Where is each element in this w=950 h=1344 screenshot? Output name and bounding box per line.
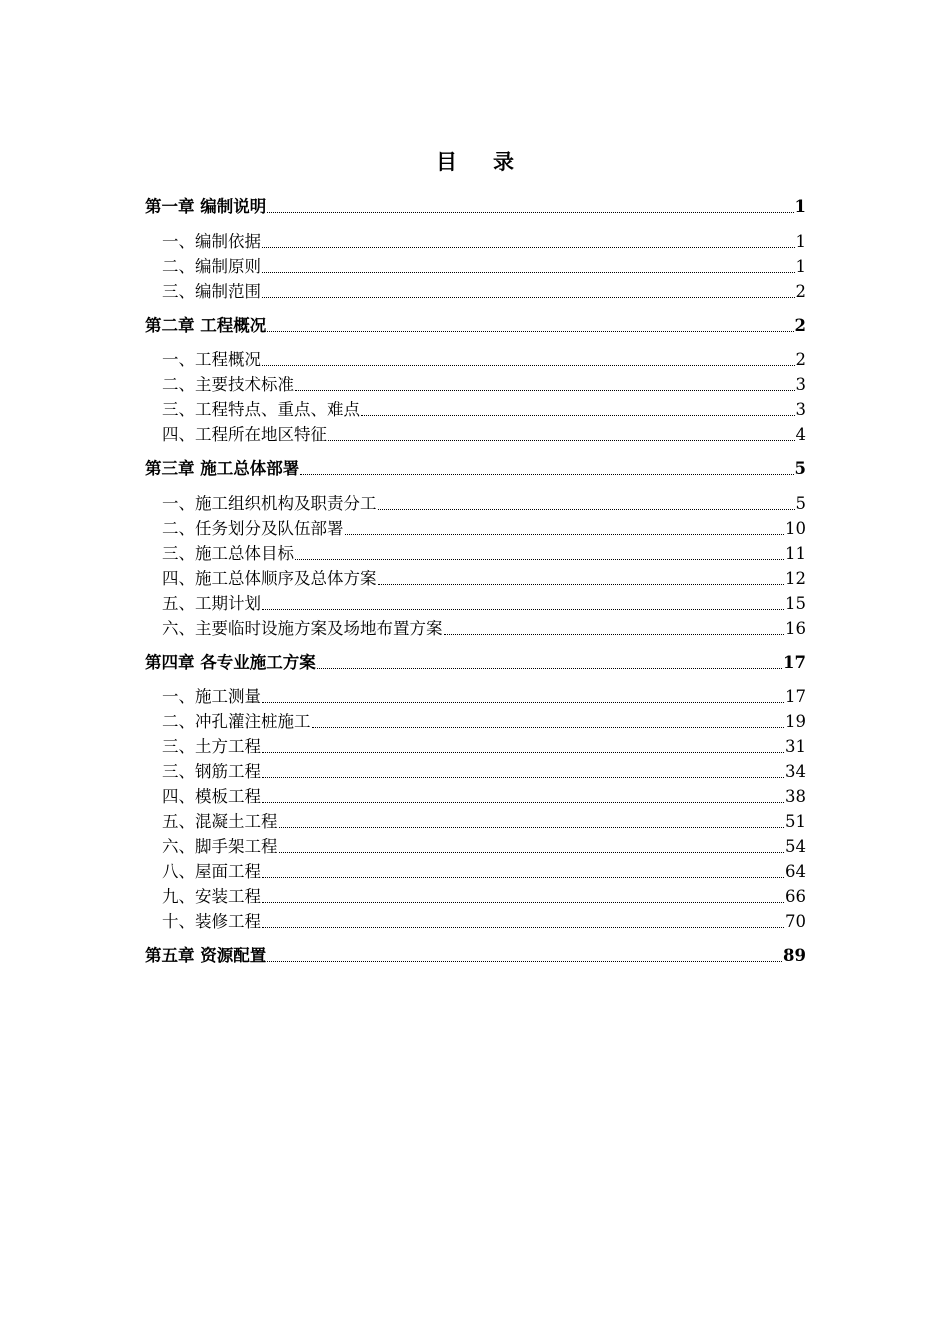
toc-section-entry[interactable]: [145, 686, 806, 708]
toc-entry-label: 三、工程特点、重点、难点: [162, 400, 360, 419]
toc-page-number: 2: [794, 316, 806, 335]
toc-dot-leader: [262, 902, 784, 903]
toc-dot-leader: [361, 415, 795, 416]
toc-dot-leader: [295, 559, 784, 560]
toc-page-number: 38: [785, 787, 806, 806]
toc-entry-label: 九、安装工程: [162, 887, 261, 906]
toc-dot-leader: [262, 297, 795, 298]
toc-entry-label: 三、钢筋工程: [162, 762, 261, 781]
toc-dot-leader: [262, 609, 784, 610]
toc-dot-leader: [267, 331, 793, 332]
toc-dot-leader: [262, 927, 784, 928]
toc-dot-leader: [267, 961, 782, 962]
toc-dot-leader: [262, 247, 795, 248]
toc-dot-leader: [345, 534, 785, 535]
toc-page-number: 70: [785, 912, 806, 931]
toc-dot-leader: [312, 727, 785, 728]
toc-section-entry[interactable]: [145, 711, 806, 733]
toc-title-char-2: 录: [493, 149, 514, 174]
toc-section-entry[interactable]: [145, 761, 806, 783]
toc-entry-label: 三、编制范围: [162, 282, 261, 301]
toc-section-entry[interactable]: [145, 374, 806, 396]
toc-entry-label: 一、编制依据: [162, 232, 261, 251]
toc-page-number: 15: [785, 594, 806, 613]
toc-section-entry[interactable]: [145, 786, 806, 808]
toc-entry-label: 六、主要临时设施方案及场地布置方案: [162, 619, 443, 638]
toc-section-entry[interactable]: [145, 593, 806, 615]
toc-page-number: 3: [795, 400, 806, 419]
toc-entry-label: 第一章 编制说明: [145, 197, 267, 216]
toc-dot-leader: [328, 440, 795, 441]
toc-chapter-entry[interactable]: [145, 315, 806, 337]
toc-section-entry[interactable]: [145, 256, 806, 278]
toc-section-entry[interactable]: [145, 349, 806, 371]
toc-page-number: 54: [785, 837, 806, 856]
toc-entry-label: 五、工期计划: [162, 594, 261, 613]
toc-dot-leader: [267, 212, 793, 213]
toc-entry-label: 一、施工组织机构及职责分工: [162, 494, 377, 513]
toc-section-entry[interactable]: [145, 861, 806, 883]
toc-dot-leader: [378, 509, 795, 510]
toc-entry-label: 四、模板工程: [162, 787, 261, 806]
toc-page-number: 16: [785, 619, 806, 638]
toc-chapter-entry[interactable]: [145, 196, 806, 218]
toc-entry-label: 六、脚手架工程: [162, 837, 278, 856]
toc-entry-label: 三、施工总体目标: [162, 544, 294, 563]
toc-section-entry[interactable]: [145, 568, 806, 590]
toc-entry-label: 三、土方工程: [162, 737, 261, 756]
toc-section-entry[interactable]: [145, 231, 806, 253]
toc-dot-leader: [262, 777, 784, 778]
toc-title: [0, 146, 950, 176]
toc-page-number: 34: [785, 762, 806, 781]
toc-page-number: 5: [795, 494, 806, 513]
toc-entry-label: 四、施工总体顺序及总体方案: [162, 569, 377, 588]
toc-page-number: 31: [785, 737, 806, 756]
toc-page-number: 10: [785, 519, 806, 538]
toc-page-number: 17: [783, 653, 806, 672]
toc-page-number: 1: [794, 197, 806, 216]
toc-chapter-entry[interactable]: [145, 652, 806, 674]
toc-entry-label: 五、混凝土工程: [162, 812, 278, 831]
toc-dot-leader: [262, 365, 795, 366]
toc-dot-leader: [279, 852, 785, 853]
toc-section-entry[interactable]: [145, 543, 806, 565]
toc-page-number: 51: [785, 812, 806, 831]
toc-page-number: 17: [785, 687, 806, 706]
toc-entry-label: 十、装修工程: [162, 912, 261, 931]
toc-dot-leader: [262, 752, 784, 753]
toc-dot-leader: [262, 802, 784, 803]
toc-page-number: 1: [795, 257, 806, 276]
toc-dot-leader: [262, 272, 795, 273]
toc-section-entry[interactable]: [145, 618, 806, 640]
toc-section-entry[interactable]: [145, 886, 806, 908]
toc-title-char-1: 目: [436, 149, 457, 174]
toc-page-number: 19: [785, 712, 806, 731]
toc-page-number: 66: [785, 887, 806, 906]
toc-entry-label: 第五章 资源配置: [145, 946, 267, 965]
toc-dot-leader: [262, 877, 784, 878]
toc-page-number: 4: [795, 425, 806, 444]
toc-section-entry[interactable]: [145, 736, 806, 758]
toc-entry-label: 四、工程所在地区特征: [162, 425, 327, 444]
toc-dot-leader: [300, 474, 793, 475]
toc-section-entry[interactable]: [145, 811, 806, 833]
toc-page-number: 11: [785, 544, 806, 563]
toc-section-entry[interactable]: [145, 399, 806, 421]
toc-page-number: 5: [794, 459, 806, 478]
toc-chapter-entry[interactable]: [145, 458, 806, 480]
toc-dot-leader: [378, 584, 785, 585]
toc-entry-label: 一、施工测量: [162, 687, 261, 706]
toc-page-number: 2: [795, 350, 806, 369]
toc-section-entry[interactable]: [145, 493, 806, 515]
toc-entry-label: 第四章 各专业施工方案: [145, 653, 316, 672]
toc-page-number: 2: [795, 282, 806, 301]
toc-page-number: 89: [783, 946, 806, 965]
toc-entry-label: 一、工程概况: [162, 350, 261, 369]
toc-page-number: 1: [795, 232, 806, 251]
toc-section-entry[interactable]: [145, 911, 806, 933]
toc-page-number: 12: [785, 569, 806, 588]
toc-page-number: 64: [785, 862, 806, 881]
toc-dot-leader: [444, 634, 785, 635]
toc-dot-leader: [262, 702, 784, 703]
toc-section-entry[interactable]: [145, 836, 806, 858]
toc-entry-label: 二、任务划分及队伍部署: [162, 519, 344, 538]
toc-section-entry[interactable]: [145, 281, 806, 303]
toc-chapter-entry[interactable]: [145, 945, 806, 967]
toc-entry-label: 二、冲孔灌注桩施工: [162, 712, 311, 731]
toc-dot-leader: [295, 390, 795, 391]
toc-section-entry[interactable]: [145, 424, 806, 446]
toc-dot-leader: [317, 668, 782, 669]
toc-dot-leader: [279, 827, 785, 828]
toc-entry-label: 二、编制原则: [162, 257, 261, 276]
toc-section-entry[interactable]: [145, 518, 806, 540]
toc-page-number: 3: [795, 375, 806, 394]
toc-entry-label: 八、屋面工程: [162, 862, 261, 881]
toc-entry-label: 二、主要技术标准: [162, 375, 294, 394]
toc-entry-label: 第二章 工程概况: [145, 316, 267, 335]
toc-entry-label: 第三章 施工总体部署: [145, 459, 300, 478]
